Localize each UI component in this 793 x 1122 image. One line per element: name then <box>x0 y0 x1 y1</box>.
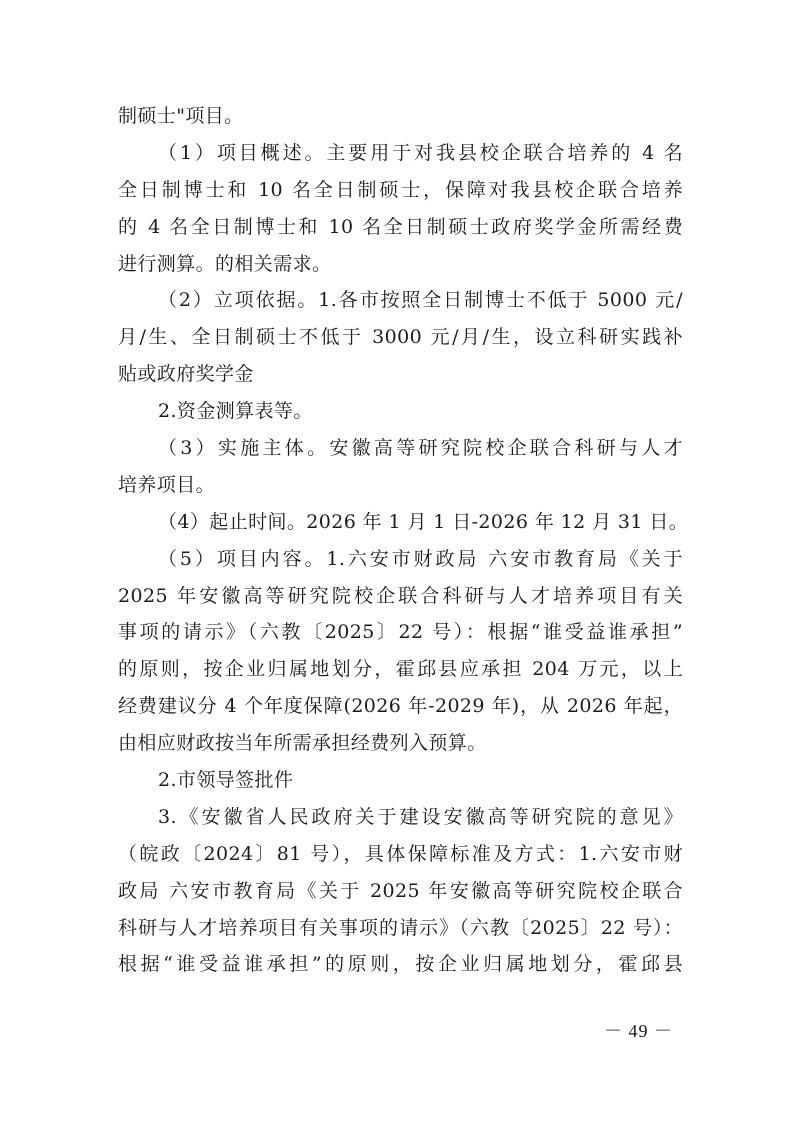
text-line: （1）项目概述。主要用于对我县校企联合培养的 4 名 <box>158 141 683 164</box>
body-text <box>118 98 689 983</box>
text-line: （皖政〔2024〕81 号），具体保障标准及方式：1.六安市财 <box>118 842 683 865</box>
text-line: 科研与人才培养项目有关事项的请示》（六教〔2025〕22 号）： <box>118 916 683 939</box>
text-line: （2）立项依据。1.各市按照全日制博士不低于 5000 元/ <box>158 289 683 312</box>
text-line: （4）起止时间。2026 年 1 月 1 日-2026 年 12 月 31 日。 <box>158 510 689 533</box>
text-line: 事项的请示》（六教〔2025〕22 号）：根据“谁受益谁承担” <box>118 621 683 644</box>
text-line: 的原则，按企业归属地划分，霍邱县应承担 204 万元，以上 <box>118 658 683 681</box>
text-line: 进行测算。的相关需求。 <box>118 252 332 275</box>
text-line: （5）项目内容。1.六安市财政局 六安市教育局《关于 <box>158 547 683 570</box>
text-line: 贴或政府奖学金 <box>118 363 254 386</box>
text-line: 2.市领导签批件 <box>158 769 294 792</box>
text-line: 月/生、全日制硕士不低于 3000 元/月/生，设立科研实践补 <box>118 326 683 349</box>
text-line: 2.资金测算表等。 <box>158 400 313 423</box>
text-line: 培养项目。 <box>118 473 216 496</box>
page-number: － 49 － <box>604 1021 673 1041</box>
text-line: 根据“谁受益谁承担”的原则，按企业归属地划分，霍邱县 <box>118 953 683 976</box>
text-line: 全日制博士和 10 名全日制硕士，保障对我县校企联合培养 <box>118 178 683 201</box>
text-line: 3.《安徽省人民政府关于建设安徽高等研究院的意见》 <box>158 805 683 828</box>
text-line: 由相应财政按当年所需承担经费列入预算。 <box>118 732 487 755</box>
text-line: 经费建议分 4 个年度保障(2026 年-2029 年)，从 2026 年起， <box>118 695 683 718</box>
text-line: （3）实施主体。安徽高等研究院校企联合科研与人才 <box>158 437 683 460</box>
text-line: 2025 年安徽高等研究院校企联合科研与人才培养项目有关 <box>118 584 683 607</box>
text-line: 的 4 名全日制博士和 10 名全日制硕士政府奖学金所需经费 <box>118 215 683 238</box>
text-line: 制硕士"项目。 <box>118 105 244 127</box>
text-line: 政局 六安市教育局《关于 2025 年安徽高等研究院校企联合 <box>118 879 683 902</box>
